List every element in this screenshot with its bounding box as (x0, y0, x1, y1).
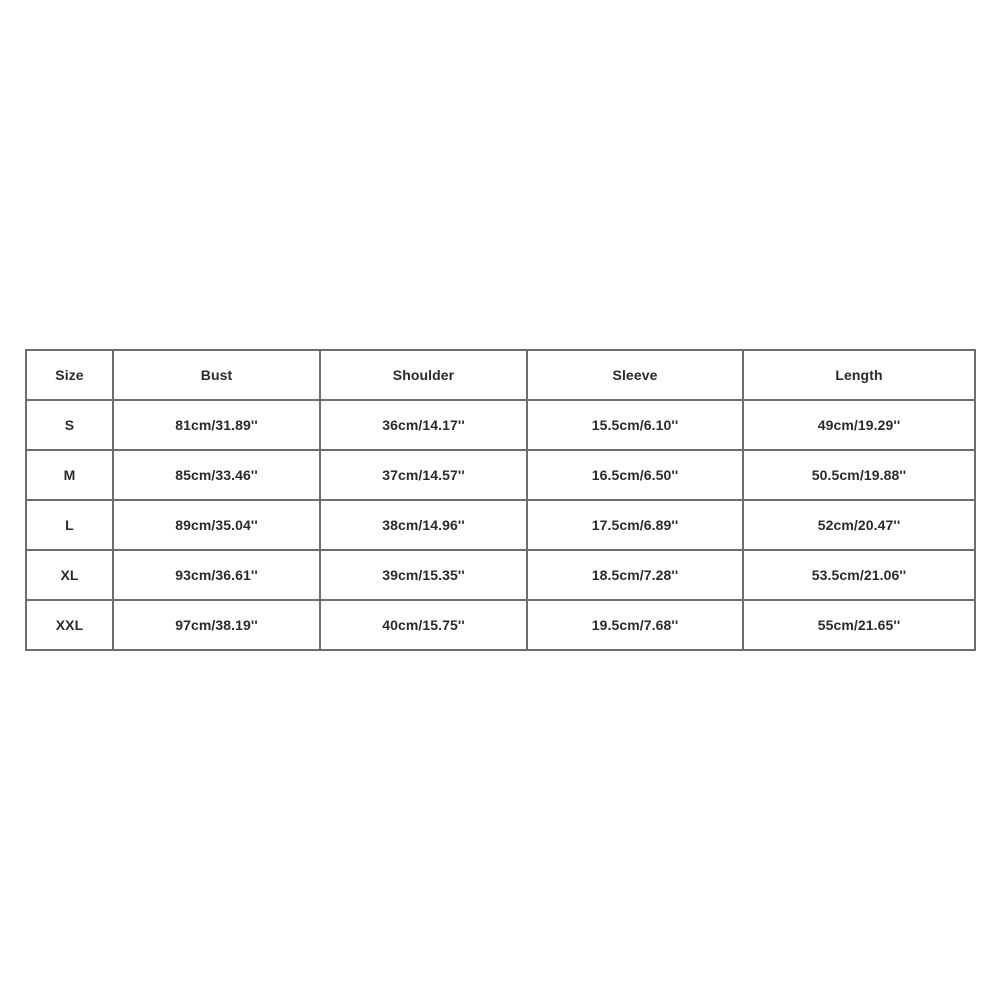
header-size: Size (26, 350, 113, 400)
cell-sleeve: 15.5cm/6.10'' (527, 400, 743, 450)
table-row (26, 550, 975, 600)
cell-sleeve: 17.5cm/6.89'' (527, 500, 743, 550)
size-chart-table (25, 349, 976, 651)
table-row (26, 450, 975, 500)
cell-sleeve: 19.5cm/7.68'' (527, 600, 743, 650)
header-bust: Bust (113, 350, 320, 400)
header-sleeve: Sleeve (527, 350, 743, 400)
cell-length: 49cm/19.29'' (743, 400, 975, 450)
cell-size: XXL (26, 600, 113, 650)
cell-length: 53.5cm/21.06'' (743, 550, 975, 600)
header-length: Length (743, 350, 975, 400)
table-header-row (26, 350, 975, 400)
cell-bust: 97cm/38.19'' (113, 600, 320, 650)
cell-bust: 93cm/36.61'' (113, 550, 320, 600)
cell-bust: 89cm/35.04'' (113, 500, 320, 550)
cell-shoulder: 38cm/14.96'' (320, 500, 527, 550)
cell-length: 55cm/21.65'' (743, 600, 975, 650)
table-row (26, 500, 975, 550)
cell-shoulder: 39cm/15.35'' (320, 550, 527, 600)
cell-size: M (26, 450, 113, 500)
cell-bust: 85cm/33.46'' (113, 450, 320, 500)
header-shoulder: Shoulder (320, 350, 527, 400)
cell-length: 50.5cm/19.88'' (743, 450, 975, 500)
cell-size: XL (26, 550, 113, 600)
cell-shoulder: 36cm/14.17'' (320, 400, 527, 450)
table-row (26, 600, 975, 650)
cell-bust: 81cm/31.89'' (113, 400, 320, 450)
cell-size: L (26, 500, 113, 550)
cell-length: 52cm/20.47'' (743, 500, 975, 550)
cell-size: S (26, 400, 113, 450)
cell-sleeve: 16.5cm/6.50'' (527, 450, 743, 500)
table-row (26, 400, 975, 450)
cell-shoulder: 37cm/14.57'' (320, 450, 527, 500)
cell-sleeve: 18.5cm/7.28'' (527, 550, 743, 600)
cell-shoulder: 40cm/15.75'' (320, 600, 527, 650)
